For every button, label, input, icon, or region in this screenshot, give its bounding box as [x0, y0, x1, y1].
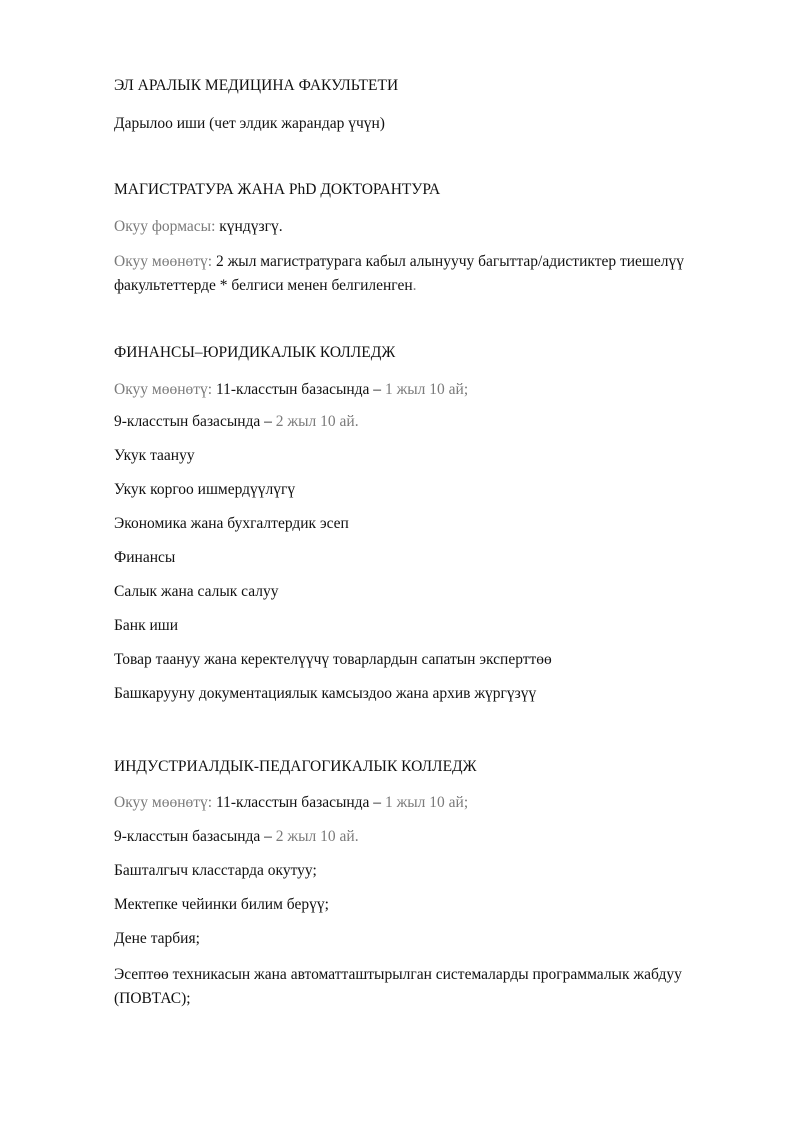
base11-label: 11-класстын базасында –	[215, 381, 382, 398]
list-item: Дарылоо иши (чет элдик жарандар үчүн)	[114, 115, 385, 132]
study-form-value: күндүзгү.	[219, 218, 283, 235]
list-item: Башкарууну документациялык камсыздоо жана архив жүргүзүү	[114, 685, 537, 702]
list-item: Дене тарбия;	[114, 930, 200, 947]
study-duration-label: Окуу мөөнөтү:	[114, 253, 213, 270]
study-form-line	[114, 217, 283, 237]
list-item: Финансы	[114, 549, 176, 566]
duration-line-11	[114, 380, 468, 400]
study-form-label: Окуу формасы:	[114, 218, 216, 235]
base9-label: 9-класстын базасында –	[114, 413, 272, 430]
base9-label: 9-класстын базасында –	[114, 828, 272, 845]
list-item: Экономика жана бухгалтердик эсеп	[114, 515, 349, 532]
section-heading-medicine: ЭЛ АРАЛЫК МЕДИЦИНА ФАКУЛЬТЕТИ	[114, 77, 399, 94]
base11-value: 1 жыл 10 ай;	[384, 794, 469, 811]
duration-line-9	[114, 412, 359, 432]
base11-value: 1 жыл 10 ай;	[384, 381, 469, 398]
list-item: Укук коргоо ишмердүүлүгү	[114, 481, 296, 498]
list-item: Укук таануу	[114, 447, 195, 464]
base11-label: 11-класстын базасында –	[215, 794, 382, 811]
list-item: Салык жана салык салуу	[114, 583, 279, 600]
base9-value: 2 жыл 10 ай.	[275, 413, 359, 430]
list-item: Эсептөө техникасын жана автоматташтырылган системаларды программалык жабдуу (ПОВТАС);	[114, 966, 682, 1007]
study-duration-end: .	[412, 277, 417, 294]
section-heading-masters: МАГИСТРАТУРА ЖАНА PhD ДОКТОРАНТУРА	[114, 181, 441, 198]
duration-label: Окуу мөөнөтү:	[114, 381, 213, 398]
base9-value: 2 жыл 10 ай.	[275, 828, 359, 845]
list-item: Банк иши	[114, 617, 179, 634]
duration-line-9	[114, 827, 359, 847]
study-duration-paragraph	[114, 250, 724, 298]
study-duration-value: 2 жыл магистратурага кабыл алынуучу багыттар/адистиктер тиешелүү факультеттерде * белгиси менен белгиленген	[114, 253, 684, 294]
list-item: Товар таануу жана керектелүүчү товарлардын сапатын эксперттөө	[114, 651, 552, 668]
section-heading-finance-college: ФИНАНСЫ–ЮРИДИКАЛЫК КОЛЛЕДЖ	[114, 344, 396, 361]
list-item: Мектепке чейинки билим берүү;	[114, 896, 329, 913]
list-item: Башталгыч класстарда окутуу;	[114, 862, 317, 879]
section-heading-pedagogical-college: ИНДУСТРИАЛДЫК-ПЕДАГОГИКАЛЫК КОЛЛЕДЖ	[114, 758, 477, 775]
duration-label: Окуу мөөнөтү:	[114, 794, 213, 811]
duration-line-11	[114, 793, 468, 813]
